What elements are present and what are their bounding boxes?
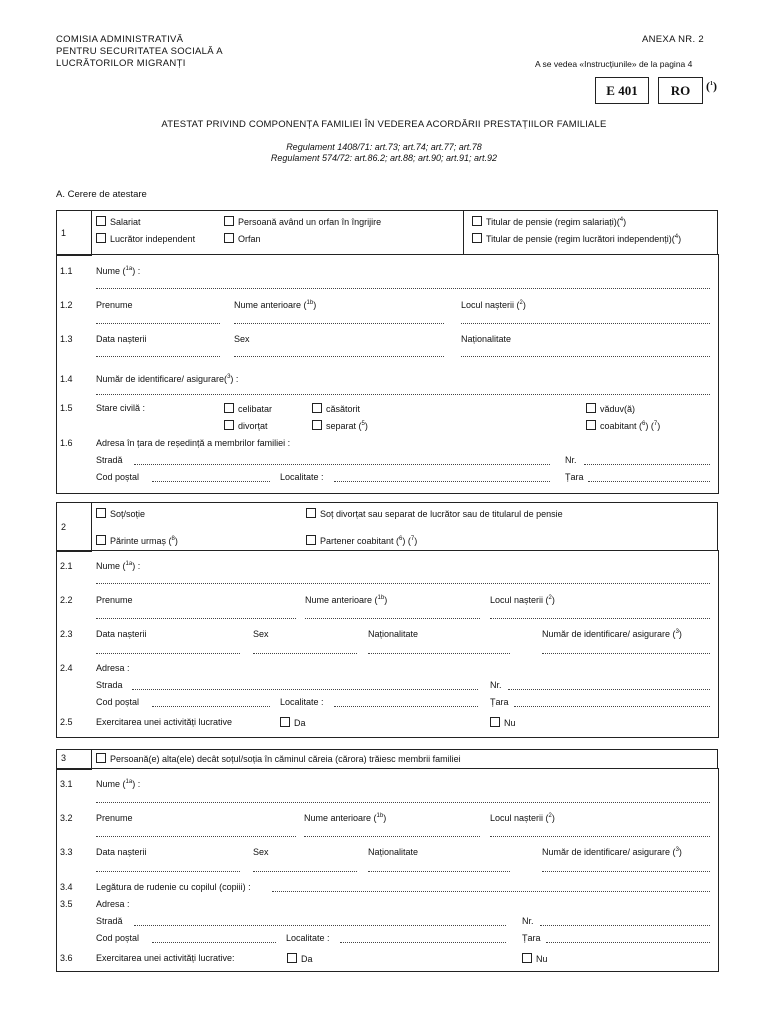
label-nume-1: Nume ($^{1a}$) : [96,266,141,276]
input-cod-postal-3[interactable] [152,942,276,943]
label-cod-postal-1: Cod poștal [96,472,140,482]
field-number-3-5: 3.5 [60,899,73,909]
input-nr-1[interactable] [584,464,710,465]
label-prenume-1: Prenume [96,300,133,310]
label-strada-2: Strada [96,680,123,690]
label-cod-postal-3: Cod poștal [96,933,140,943]
checkbox-parinte-urmas[interactable]: Părinte urmaș ($^8$) [96,535,178,546]
label-localitate-1: Localitate : [280,472,324,482]
field-number-2-5: 2.5 [60,717,73,727]
label-nr-identificare-2: Număr de identificare/ asigurare ($^3$) [542,629,682,639]
org-name-line3: LUCRĂTORILOR MIGRANȚI [56,58,186,69]
label-legatura-rudenie: Legătura de rudenie cu copilul (copiii) : [96,882,251,892]
input-cod-postal-2[interactable] [152,706,270,707]
input-locul-nasterii-1[interactable] [461,323,710,324]
field-number-2-4: 2.4 [60,663,73,673]
input-localitate-2[interactable] [334,706,478,707]
field-number-2-1: 2.1 [60,561,73,571]
input-nume-anterioare-3[interactable] [304,836,480,837]
org-name-line1: COMISIA ADMINISTRATIVĂ [56,34,184,45]
block-2-number-box [56,502,92,552]
checkbox-separat[interactable]: separat ($^5$) [312,420,368,431]
label-data-nasterii-3: Data nașterii [96,847,147,857]
label-exercitarea-2: Exercitarea unei activități lucrative [96,717,233,727]
label-nume-3: Nume ($^{1a}$) : [96,779,141,789]
instructions-note: A se vedea «Instrucțiunile» de la pagina 4 [535,59,693,69]
field-number-1-4: 1.4 [60,374,73,384]
label-nr-2: Nr. [490,680,502,690]
label-nr-3: Nr. [522,916,534,926]
country-footnote: ($^1$) [706,79,717,93]
checkbox-da-3[interactable]: Da [287,953,313,964]
label-adresa-3: Adresa : [96,899,130,909]
field-number-1-6: 1.6 [60,438,73,448]
input-locul-nasterii-2[interactable] [490,618,710,619]
checkbox-orfan[interactable]: Orfan [224,233,261,244]
form-code-box: E 401 [595,77,649,104]
input-nume-3[interactable] [96,802,710,803]
input-nr-3[interactable] [540,925,710,926]
input-nationalitate-1[interactable] [461,356,710,357]
regulation-line2: Regulament 574/72: art.86.2; art.88; art.90; art.91; art.92 [270,153,498,163]
label-strada-3: Stradă [96,916,123,926]
label-sex-1: Sex [234,334,250,344]
form-title: ATESTAT PRIVIND COMPONENȚA FAMILIEI ÎN VEDEREA ACORDĂRII PRESTAȚIILOR FAMILIALE [161,119,607,130]
label-nr-identificare-1: Număr de identificare/ asigurare($^3$) : [96,374,239,384]
label-nr-1: Nr. [565,455,577,465]
checkbox-alte-persoane[interactable]: Persoană(e) alta(ele) decât soțul/soția în căminul căreia (cărora) trăiesc membrii familiei [96,753,461,764]
field-number-1-3: 1.3 [60,334,73,344]
label-sex-2: Sex [253,629,269,639]
input-nationalitate-2[interactable] [368,653,510,654]
checkbox-sot-sotie[interactable]: Soț/soție [96,508,145,519]
block-2-details [56,550,719,738]
field-number-3-4: 3.4 [60,882,73,892]
input-strada-2[interactable] [132,689,478,690]
checkbox-nu-3[interactable]: Nu [522,953,548,964]
label-data-nasterii-1: Data nașterii [96,334,147,344]
annex-label: ANEXA NR. 2 [642,34,704,45]
label-tara-3: Țara [522,933,541,943]
field-number-3-1: 3.1 [60,779,73,789]
block-1-number-box [56,210,92,256]
label-adresa-2: Adresa : [96,663,130,673]
input-nume-2[interactable] [96,583,710,584]
input-nr-identificare-3[interactable] [542,871,710,872]
input-data-nasterii-3[interactable] [96,871,240,872]
input-prenume-2[interactable] [96,618,296,619]
checkbox-pensie-independenti[interactable]: Titular de pensie (regim lucrători independenți)($^4$) [472,233,681,244]
input-prenume-3[interactable] [96,836,296,837]
input-strada-3[interactable] [134,925,506,926]
label-nume-anterioare-3: Nume anterioare ($^{1b}$) [304,813,387,823]
label-data-nasterii-2: Data nașterii [96,629,147,639]
field-number-3-6: 3.6 [60,953,73,963]
input-nationalitate-3[interactable] [368,871,510,872]
input-prenume-1[interactable] [96,323,220,324]
label-nume-anterioare-2: Nume anterioare ($^{1b}$) [305,595,388,605]
input-localitate-3[interactable] [340,942,506,943]
checkbox-nu-2[interactable]: Nu [490,717,516,728]
field-number-2-2: 2.2 [60,595,73,605]
section-a-title: A. Cerere de atestare [56,189,147,200]
input-data-nasterii-1[interactable] [96,356,220,357]
label-nationalitate-3: Naționalitate [368,847,419,857]
label-exercitarea-3: Exercitarea unei activități lucrative: [96,953,235,963]
label-locul-nasterii-1: Locul nașterii ($^2$) [461,300,526,310]
field-number-3-3: 3.3 [60,847,73,857]
block-2-number: 2 [61,522,67,532]
label-sex-3: Sex [253,847,269,857]
block-3-number: 3 [61,753,67,763]
label-locul-nasterii-3: Locul nașterii ($^2$) [490,813,555,823]
regulation-line1: Regulament 1408/71: art.73; art.74; art.77; art.78 [286,142,482,152]
label-adresa-familie: Adresa în țara de reședință a membrilor familiei : [96,438,291,448]
input-tara-2[interactable] [514,706,710,707]
label-tara-2: Țara [490,697,509,707]
checkbox-pensie-salariati[interactable]: Titular de pensie (regim salariați)($^4$) [472,216,626,227]
input-tara-3[interactable] [546,942,710,943]
checkbox-vaduv[interactable]: văduv(ă) [586,403,635,414]
input-locul-nasterii-3[interactable] [490,836,710,837]
input-data-nasterii-2[interactable] [96,653,240,654]
label-cod-postal-2: Cod poștal [96,697,140,707]
label-tara-1: Țara [565,472,584,482]
label-strada-1: Stradă [96,455,123,465]
input-localitate-1[interactable] [334,481,550,482]
checkbox-coabitant[interactable]: coabitant ($^6$) ($^7$) [586,420,660,431]
checkbox-da-2[interactable]: Da [280,717,306,728]
checkbox-casatorit[interactable]: căsătorit [312,403,360,414]
input-nr-2[interactable] [508,689,710,690]
input-strada-1[interactable] [134,464,550,465]
field-number-3-2: 3.2 [60,813,73,823]
label-prenume-2: Prenume [96,595,133,605]
input-nume-anterioare-1[interactable] [234,323,444,324]
block-1-number: 1 [61,228,67,238]
checkbox-celibatar[interactable]: celibatar [224,403,272,414]
label-nr-identificare-3: Număr de identificare/ asigurare ($^3$) [542,847,682,857]
label-localitate-3: Localitate : [286,933,330,943]
input-tara-1[interactable] [588,481,710,482]
field-number-1-2: 1.2 [60,300,73,310]
label-localitate-2: Localitate : [280,697,324,707]
input-cod-postal-1[interactable] [152,481,270,482]
checkbox-persoana-orfan[interactable]: Persoană având un orfan în îngrijire [224,216,381,227]
checkbox-partener-coabitant[interactable]: Partener coabitant ($^6$) ($^7$) [306,535,417,546]
input-sex-2[interactable] [253,653,357,654]
field-number-2-3: 2.3 [60,629,73,639]
label-nationalitate-1: Naționalitate [461,334,512,344]
label-nume-2: Nume ($^{1a}$) : [96,561,141,571]
checkbox-divortat[interactable]: divorțat [224,420,268,431]
input-nume-anterioare-2[interactable] [305,618,480,619]
label-locul-nasterii-2: Locul nașterii ($^2$) [490,595,555,605]
org-name-line2: PENTRU SECURITATEA SOCIALĂ A [56,46,223,57]
field-number-1-1: 1.1 [60,266,73,276]
input-nume-1[interactable] [96,288,710,289]
checkbox-lucrator-independent[interactable]: Lucrător independent [96,233,195,244]
checkbox-sot-divortat[interactable]: Soț divorțat sau separat de lucrător sau de titularul de pensie [306,508,563,519]
input-legatura-rudenie[interactable] [272,891,710,892]
input-nr-identificare-2[interactable] [542,653,710,654]
block-3-number-box [56,749,92,770]
label-nationalitate-2: Naționalitate [368,629,419,639]
input-sex-1[interactable] [234,356,444,357]
label-nume-anterioare-1: Nume anterioare ($^{1b}$) [234,300,317,310]
field-number-1-5: 1.5 [60,403,73,413]
input-sex-3[interactable] [253,871,357,872]
label-prenume-3: Prenume [96,813,133,823]
label-stare-civila: Stare civilă : [96,403,146,413]
checkbox-salariat[interactable]: Salariat [96,216,141,227]
input-nr-identificare-1[interactable] [96,394,710,395]
country-code-box: RO [658,77,703,104]
